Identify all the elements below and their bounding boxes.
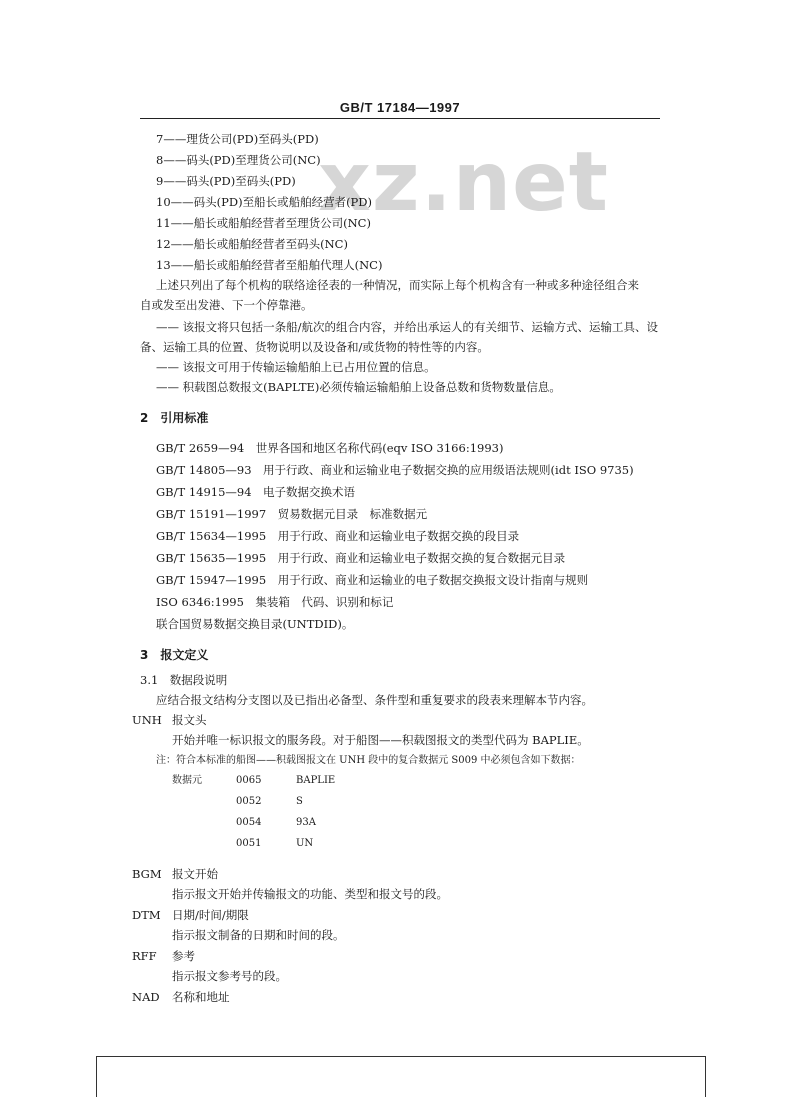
segment-code: RFF (132, 949, 157, 963)
segment-code: NAD (132, 990, 160, 1004)
list-item-9: 9——码头(PD)至码头(PD) (156, 174, 296, 188)
header-rule (140, 118, 660, 119)
data-table-value: S (296, 796, 303, 807)
data-table-value: BAPLIE (296, 775, 336, 786)
segment-name: 报文开始 (172, 867, 218, 881)
section-2-title: 2 引用标准 (140, 411, 209, 425)
data-table-value: UN (296, 838, 314, 849)
bullet-3: —— 积载图总数报文(BAPLTE)必须传输运输船舶上设备总数和货物数量信息。 (156, 380, 561, 394)
reference-5: GB/T 15634—1995 用于行政、商业和运输业电子数据交换的段目录 (156, 529, 520, 543)
reference-6: GB/T 15635—1995 用于行政、商业和运输业电子数据交换的复合数据元目录 (156, 551, 566, 565)
data-table-code: 0065 (236, 775, 262, 786)
data-table-label: 数据元 (172, 775, 202, 786)
reference-1: GB/T 2659—94 世界各国和地区名称代码(eqv ISO 3166:1993) (156, 441, 504, 455)
data-table-code: 0051 (236, 838, 262, 849)
subsection-3-1-title: 3.1 数据段说明 (140, 673, 228, 687)
segment-description: 指示报文制备的日期和时间的段。 (172, 928, 345, 942)
bullet-1-line1: —— 该报文将只包括一条船/航次的组合内容，并给出承运人的有关细节、运输方式、运输工具、设 (156, 320, 659, 334)
data-table-value: 93A (296, 817, 316, 828)
segment-name: 名称和地址 (172, 990, 230, 1004)
segment-name: 参考 (172, 949, 195, 963)
reference-3: GB/T 14915—94 电子数据交换术语 (156, 485, 356, 499)
segment-description: 指示报文参考号的段。 (172, 969, 287, 983)
segment-code: DTM (132, 908, 161, 922)
section-3-title: 3 报文定义 (140, 648, 209, 662)
reference-8: ISO 6346:1995 集装箱 代码、识别和标记 (156, 595, 394, 609)
list-item-7: 7——理货公司(PD)至码头(PD) (156, 132, 319, 146)
paragraph-routes-line1: 上述只列出了每个机构的联络途径表的一种情况，而实际上每个机构含有一种或多种途径组合来 (156, 278, 639, 292)
subsection-3-1-text: 应结合报文结构分支图以及已指出必备型、条件型和重复要求的段表来理解本节内容。 (156, 693, 593, 707)
note: 注：符合本标准的船图——积载图报文在 UNH 段中的复合数据元 S009 中必须包含如下数据： (156, 755, 581, 766)
page-header: GB/T 17184—1997 (339, 100, 461, 115)
bullet-2: —— 该报文可用于传输运输船舶上已占用位置的信息。 (156, 360, 436, 374)
list-item-11: 11——船长或船舶经营者至理货公司(NC) (156, 216, 371, 230)
bullet-1-line2: 备、运输工具的位置、货物说明以及设备和/或货物的特性等的内容。 (140, 340, 489, 354)
unh-code: UNH (132, 713, 162, 727)
segment-description: 指示报文开始并传输报文的功能、类型和报文号的段。 (172, 887, 448, 901)
reference-7: GB/T 15947—1995 用于行政、商业和运输业的电子数据交换报文设计指南与规则 (156, 573, 589, 587)
unh-name: 报文头 (172, 713, 207, 727)
segment-code: BGM (132, 867, 162, 881)
watermark: xz.net (318, 135, 609, 230)
reference-2: GB/T 14805—93 用于行政、商业和运输业电子数据交换的应用级语法规则(idt ISO 9735) (156, 463, 634, 477)
data-table-code: 0054 (236, 817, 262, 828)
list-item-10: 10——码头(PD)至船长或船舶经营者(PD) (156, 195, 372, 209)
list-item-12: 12——船长或船舶经营者至码头(NC) (156, 237, 348, 251)
paragraph-routes-line2: 自或发至出发港、下一个停靠港。 (140, 298, 313, 312)
reference-9: 联合国贸易数据交换目录(UNTDID)。 (156, 617, 354, 631)
list-item-13: 13——船长或船舶经营者至船舶代理人(NC) (156, 258, 383, 272)
segment-name: 日期/时间/期限 (172, 908, 249, 922)
reference-4: GB/T 15191—1997 贸易数据元目录 标准数据元 (156, 507, 428, 521)
data-table-code: 0052 (236, 796, 262, 807)
unh-description: 开始并唯一标识报文的服务段。对于船图——积载图报文的类型代码为 BAPLIE。 (172, 733, 589, 747)
list-item-8: 8——码头(PD)至理货公司(NC) (156, 153, 321, 167)
